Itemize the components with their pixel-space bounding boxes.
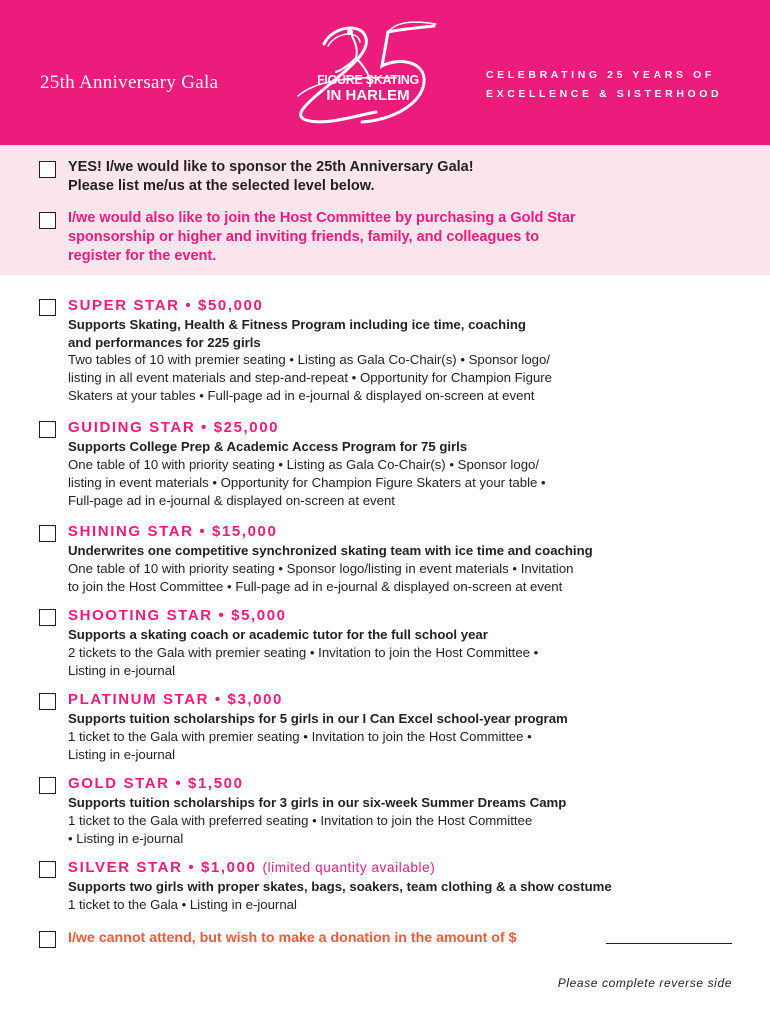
platinum-star-checkbox[interactable] xyxy=(39,693,56,710)
level-note: (limited quantity available) xyxy=(262,860,436,875)
level-benefit-line: 1 ticket to the Gala with premier seating • Invitation to join the Host Committee • xyxy=(68,728,532,744)
sponsor-gala-checkbox[interactable] xyxy=(39,161,56,178)
figure-skating-logo xyxy=(284,16,454,136)
level-support-line: Supports tuition scholarships for 5 girls in our I Can Excel school-year program xyxy=(68,711,568,726)
level-separator: • xyxy=(175,775,183,792)
level-benefit-line: Full-page ad in e-journal & displayed on-screen at event xyxy=(68,492,395,508)
level-support-line: Supports a skating coach or academic tutor for the full school year xyxy=(68,627,488,642)
host-committee-line2: sponsorship or higher and inviting friends, family, and colleagues to xyxy=(68,229,540,245)
level-name: GOLD STAR xyxy=(68,775,170,792)
level-support-line: Underwrites one competitive synchronized skating team with ice time and coaching xyxy=(68,543,593,558)
gala-title: 25th Anniversary Gala xyxy=(40,72,219,93)
level-name: SUPER STAR xyxy=(68,297,180,314)
level-separator: • xyxy=(218,607,226,624)
level-benefit-line: listing in event materials • Opportunity for Champion Figure Skaters at your table • xyxy=(68,474,546,490)
donation-amount-line[interactable] xyxy=(606,943,732,944)
sponsor-gala-line2: Please list me/us at the selected level below. xyxy=(68,178,375,194)
level-separator: • xyxy=(201,419,208,436)
level-amount: $1,500 xyxy=(188,775,244,792)
level-benefit-line: to join the Host Committee • Full-page ad in e-journal & displayed on-screen at event xyxy=(68,578,563,594)
shining-star-level xyxy=(68,522,748,596)
level-benefit-line: One table of 10 with priority seating • Sponsor logo/listing in event materials • Invitation xyxy=(68,560,574,576)
level-benefit-line: Listing in e-journal xyxy=(68,746,176,762)
level-support-line: Supports two girls with proper skates, bags, soakers, team clothing & a show costume xyxy=(68,879,612,894)
level-amount: $5,000 xyxy=(231,607,287,624)
level-benefit-line: 1 ticket to the Gala • Listing in e-journal xyxy=(68,896,297,912)
gold-star-level xyxy=(68,774,748,848)
level-name: SILVER STAR xyxy=(68,859,183,876)
level-separator: • xyxy=(199,523,207,540)
platinum-star-level xyxy=(68,690,748,764)
level-title xyxy=(68,418,748,438)
shining-star-checkbox[interactable] xyxy=(39,525,56,542)
logo-line2: IN HARLEM xyxy=(326,87,410,104)
footer-note: Please complete reverse side xyxy=(557,976,732,990)
header-banner xyxy=(0,0,770,145)
level-title xyxy=(68,296,748,316)
level-name: PLATINUM STAR xyxy=(68,691,210,708)
level-title xyxy=(68,606,748,626)
level-benefit-line: • Listing in e-journal xyxy=(68,830,184,846)
host-committee-line3: register for the event. xyxy=(68,248,217,264)
level-benefit-line: Skaters at your tables • Full-page ad in e-journal & displayed on-screen at event xyxy=(68,388,535,403)
level-benefit-line: 2 tickets to the Gala with premier seating • Invitation to join the Host Committee • xyxy=(68,644,539,660)
level-support-line: Supports tuition scholarships for 3 girls in our six-week Summer Dreams Camp xyxy=(68,795,567,810)
level-title xyxy=(68,774,748,794)
level-title xyxy=(68,522,748,542)
level-benefit-line: Two tables of 10 with premier seating • Listing as Gala Co-Chair(s) • Sponsor logo/ xyxy=(68,352,551,367)
sponsor-gala-text xyxy=(68,158,474,196)
level-amount: $25,000 xyxy=(213,419,280,436)
level-name: SHOOTING STAR xyxy=(68,607,213,624)
donation-checkbox[interactable] xyxy=(39,931,56,948)
level-name: GUIDING STAR xyxy=(68,419,196,436)
tagline-line1: CELEBRATING 25 YEARS OF xyxy=(486,69,715,81)
level-support-line: Supports College Prep & Academic Access Program for 75 girls xyxy=(68,439,468,454)
super-star-checkbox[interactable] xyxy=(39,299,56,316)
level-amount: $3,000 xyxy=(227,691,283,708)
level-amount: $50,000 xyxy=(198,297,264,314)
level-benefit-line: Listing in e-journal xyxy=(68,662,176,678)
tagline-line2: EXCELLENCE & SISTERHOOD xyxy=(486,88,723,100)
level-support-line: Supports Skating, Health & Fitness Program including ice time, coaching xyxy=(68,317,526,332)
shooting-star-checkbox[interactable] xyxy=(39,609,56,626)
super-star-level xyxy=(68,296,748,405)
shooting-star-level xyxy=(68,606,748,680)
level-benefit-line: 1 ticket to the Gala with preferred seating • Invitation to join the Host Committee xyxy=(68,812,533,828)
level-title xyxy=(68,858,748,878)
tagline xyxy=(486,66,736,104)
level-separator: • xyxy=(188,859,196,876)
level-title xyxy=(68,690,748,710)
logo-line1: FIGURE SKATING xyxy=(317,73,419,87)
level-benefit-line: listing in all event materials and step-and-repeat • Opportunity for Champion Figure xyxy=(68,370,553,385)
level-benefit-line: One table of 10 with priority seating • Listing as Gala Co-Chair(s) • Sponsor logo/ xyxy=(68,456,540,472)
level-amount: $15,000 xyxy=(212,523,278,540)
guiding-star-level xyxy=(68,418,748,510)
guiding-star-checkbox[interactable] xyxy=(39,421,56,438)
donation-label: I/we cannot attend, but wish to make a donation in the amount of $ xyxy=(68,930,517,946)
level-name: SHINING STAR xyxy=(68,523,194,540)
gold-star-checkbox[interactable] xyxy=(39,777,56,794)
silver-star-checkbox[interactable] xyxy=(39,861,56,878)
host-committee-text xyxy=(68,209,576,266)
silver-star-level xyxy=(68,858,748,914)
level-amount: $1,000 xyxy=(200,859,257,876)
host-committee-checkbox[interactable] xyxy=(39,212,56,229)
host-committee-line1: I/we would also like to join the Host Committee by purchasing a Gold Star xyxy=(68,210,576,226)
level-support-line: and performances for 225 girls xyxy=(68,334,261,350)
sponsor-gala-line1: YES! I/we would like to sponsor the 25th Anniversary Gala! xyxy=(68,159,474,175)
level-separator: • xyxy=(185,297,193,314)
level-separator: • xyxy=(214,691,222,708)
